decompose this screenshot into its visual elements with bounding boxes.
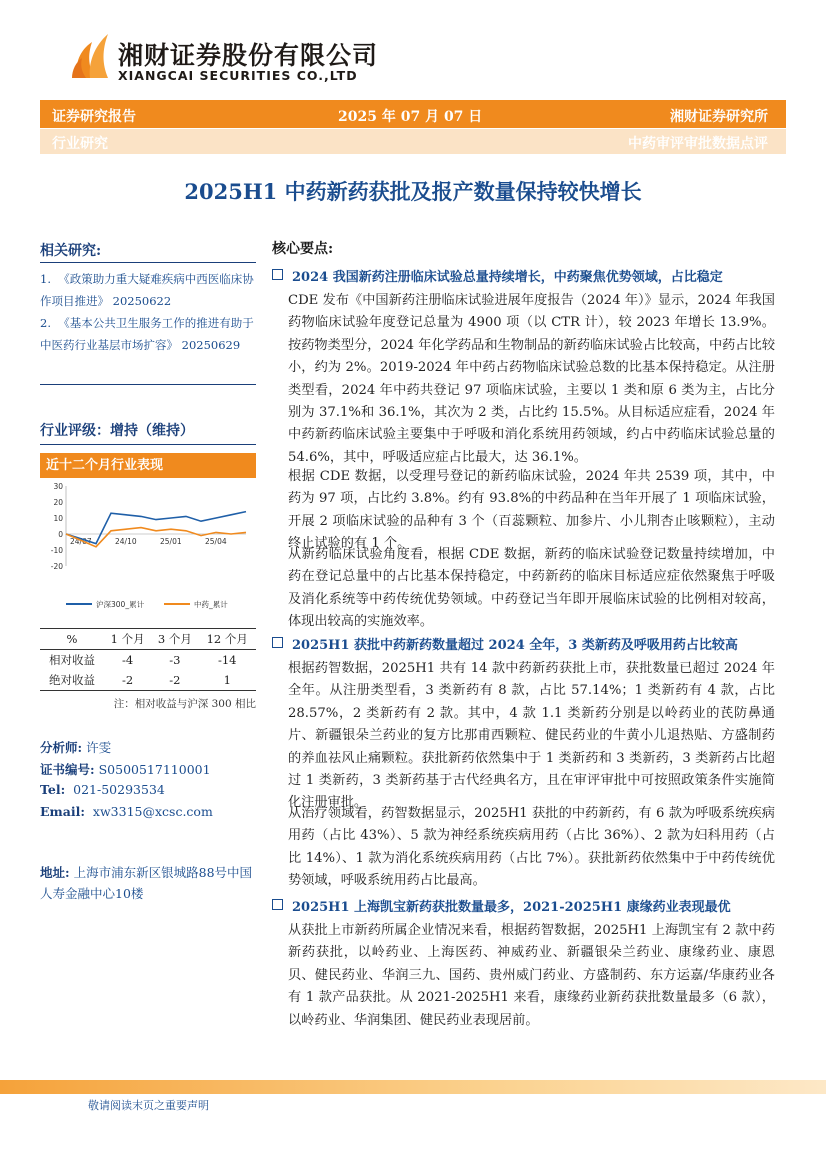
y-tick-label: 20 [53,498,63,507]
cert-info [40,760,211,778]
paragraph-text: 根据 CDE 数据，以受理号登记的新药临床试验，2024 年共 2539 项，其中，中药为 97 项，占比约 3.8%。约有 93.8%的中药品种在当年开展了 1 项临床试验，开展 2 项临床试验的品种有 3 个（百蕊颗粒、加参片、小儿荆杏止咳颗粒），主动终止试验的有 1 个。 [288,469,775,552]
table-row [40,650,256,671]
report-date: 2025 年 07 月 07 日 [338,109,483,125]
paragraph-text: 根据药智数据，2025H1 共有 14 款中药新药获批上市，获批数量已超过 2024 年全年。从注册类型看，3 类新药有 8 款，占比 57.14%；1 类新药有 4 款，占比 28.57%，2 类新药有 2 款。其中，4 款 1.1 类新药分别是以岭药业的芪防鼻通片、新疆银朵兰药业的复方比那甫西颗粒、健民药业的牛黄小儿退热贴、方盛制药的养血祛风止痛颗粒。获批新药依然集中于 1 类新药和 3 类新药，3 类新药占比超过 1 类新药，3 类新药基于古代经典名方，且在审评审批中可按照政策条件实施简化注册审批。 [288,661,775,811]
x-tick-label: 24/07 [70,537,92,546]
table-header-row [40,629,256,650]
analyst-label: 分析师: [40,740,83,755]
performance-table [40,628,256,691]
table-cell: -2 [169,673,181,687]
topic: 中药审评审批数据点评 [628,136,768,152]
tel-label: Tel: [40,782,66,797]
footer-bar [0,1080,826,1094]
address-text: 上海市浦东新区银城路88号中国人寿金融中心10楼 [40,865,253,901]
section-heading-text: 2025H1 获批中药新药数量超过 2024 全年，3 类新药及呼吸用药占比较高 [292,638,738,653]
performance-chart [40,478,256,622]
table-cell: -2 [122,673,134,687]
table-cell: 1 [223,673,231,687]
checkbox-bullet-icon [272,899,283,910]
table-row [40,670,256,691]
company-name-cn: 湘财证券股份有限公司 [118,41,379,70]
y-tick-label: 30 [53,482,63,491]
category: 行业研究 [52,136,108,152]
institute: 湘财证券研究所 [670,109,768,125]
email-link[interactable]: xw3315@xcsc.com [92,804,213,819]
divider [40,444,256,445]
related-item[interactable] [40,268,256,312]
paragraph-text: 从新药临床试验角度看，根据 CDE 数据，新药的临床试验登记数量持续增加，中药在登记总量中的占比基本保持稳定，中药新药的临床目标适应症依然聚焦于呼吸及消化系统等中药传统优势领域。中药登记当年即开展临床试验的比例相对较高，体现出较高的实施效率。 [288,547,775,630]
analyst-info [40,738,111,756]
legend-label: 沪深300_累计 [96,600,145,609]
footer-disclaimer[interactable]: 敬请阅读末页之重要声明 [88,1099,209,1112]
report-type: 证券研究报告 [52,109,136,125]
related-item[interactable] [40,312,256,356]
section-paragraph [288,466,775,556]
email-label: Email: [40,804,85,819]
section-heading-text: 2025H1 上海凯宝新药获批数量最多，2021-2025H1 康缘药业表现最优 [292,900,731,915]
address-label: 地址: [40,865,70,880]
x-tick-label: 25/04 [205,537,227,546]
company-name-en: XIANGCAI SECURITIES CO.,LTD [118,68,358,83]
address-info [40,862,260,904]
company-logo-icon [70,28,112,80]
legend-label: 中药_累计 [194,600,228,609]
x-tick-label: 25/01 [160,537,182,546]
perf-title: 近十二个月行业表现 [40,453,256,478]
table-note: 注：相对收益与沪深 300 相比 [113,698,256,710]
tel-number: 021-50293534 [73,782,165,797]
checkbox-bullet-icon [272,269,283,280]
section-heading [272,896,731,915]
section-paragraph [288,290,775,469]
industry-rating: 行业评级：增持（维持） [40,423,194,439]
paragraph-text: 从获批上市新药所属企业情况来看，根据药智数据，2025H1 上海凯宝有 2 款中药新药获批，以岭药业、上海医药、神威药业、新疆银朵兰药业、康缘药业、康恩贝、健民药业、华润三九、国药、贵州威门药业、方盛制药、东方运嘉/华康药业各有 1 款产品获批。从 2021-2025H1 来看，康缘药业新药获批数量最多（6 款），以岭药业、华润集团、健民药业表现居前。 [288,923,775,1028]
tel-info [40,782,165,797]
checkbox-bullet-icon [272,637,283,648]
related-item-text: 《政策助力重大疑难疾病中西医临床协作项目推进》 20250622 [40,272,254,308]
y-tick-label: 0 [58,530,63,539]
paragraph-text: CDE 发布《中国新药注册临床试验进展年度报告（2024 年）》显示，2024 年我国药物临床试验年度登记总量为 4900 项（以 CTR 计），较 2023 年增长 13.9%。按药物类型分，2024 年化学药品和生物制品的新药临床试验占比较高，中药占比较小，约为 2%。2019-2024 年中药占药物临床试验总数的比基本保持稳定。从注册类型看，2024 年中药共登记 97 项临床试验，主要以 1 类和原 6 类为主，占比分别为 37.1%和 36.1%，其次为 2 类，占比约 15.5%。从目标适应症看，2024 年中药新药临床试验主要集中于呼吸和消化系统用药领域，约占中药临床试验总量的 54.6%，其中，呼吸适应症占比最大，达 36.1%。 [288,293,775,465]
related-item-text: 《基本公共卫生服务工作的推进有助于中医药行业基层市场扩容》 20250629 [40,316,254,352]
divider [40,384,256,385]
cert-number: S0500517110001 [98,762,211,777]
table-cell: 相对收益 [48,653,95,667]
table-header: 12 个月 [206,632,248,646]
section-paragraph [288,920,775,1032]
cert-label: 证书编号: [40,762,95,777]
section-heading [272,634,738,653]
related-item-no: 1. [40,272,51,286]
table-header: 1 个月 [110,632,145,646]
related-title: 相关研究: [40,243,102,259]
table-header: % [66,632,78,646]
table-cell: -14 [217,653,237,667]
page-title: 2025H1 中药新药获批及报产数量保持较快增长 [184,179,642,204]
related-item-no: 2. [40,316,51,330]
y-tick-label: 10 [53,514,63,523]
table-header: 3 个月 [157,632,192,646]
y-tick-label: -10 [50,546,63,555]
core-title: 核心要点: [272,241,334,257]
section-paragraph [288,658,775,815]
table-cell: -3 [169,653,181,667]
section-paragraph [288,803,775,893]
section-heading [272,266,723,285]
analyst-name: 许雯 [86,740,112,755]
table-cell: -4 [122,653,134,667]
x-tick-label: 24/10 [115,537,137,546]
divider [40,262,256,263]
table-cell: 绝对收益 [48,673,95,687]
paragraph-text: 从治疗领域看，药智数据显示，2025H1 获批的中药新药，有 6 款为呼吸系统疾病用药（占比 43%）、5 款为神经系统疾病用药（占比 36%）、2 款为妇科用药（占比 14%）、1 款为消化系统疾病用药（占比 7%）。获批新药依然集中于中药传统优势领域，呼吸系统用药占比最高。 [288,806,775,889]
section-heading-text: 2024 我国新药注册临床试验总量持续增长，中药聚焦优势领域，占比稳定 [292,270,723,285]
section-paragraph [288,544,775,634]
email-info [40,804,213,819]
y-tick-label: -20 [50,562,63,571]
